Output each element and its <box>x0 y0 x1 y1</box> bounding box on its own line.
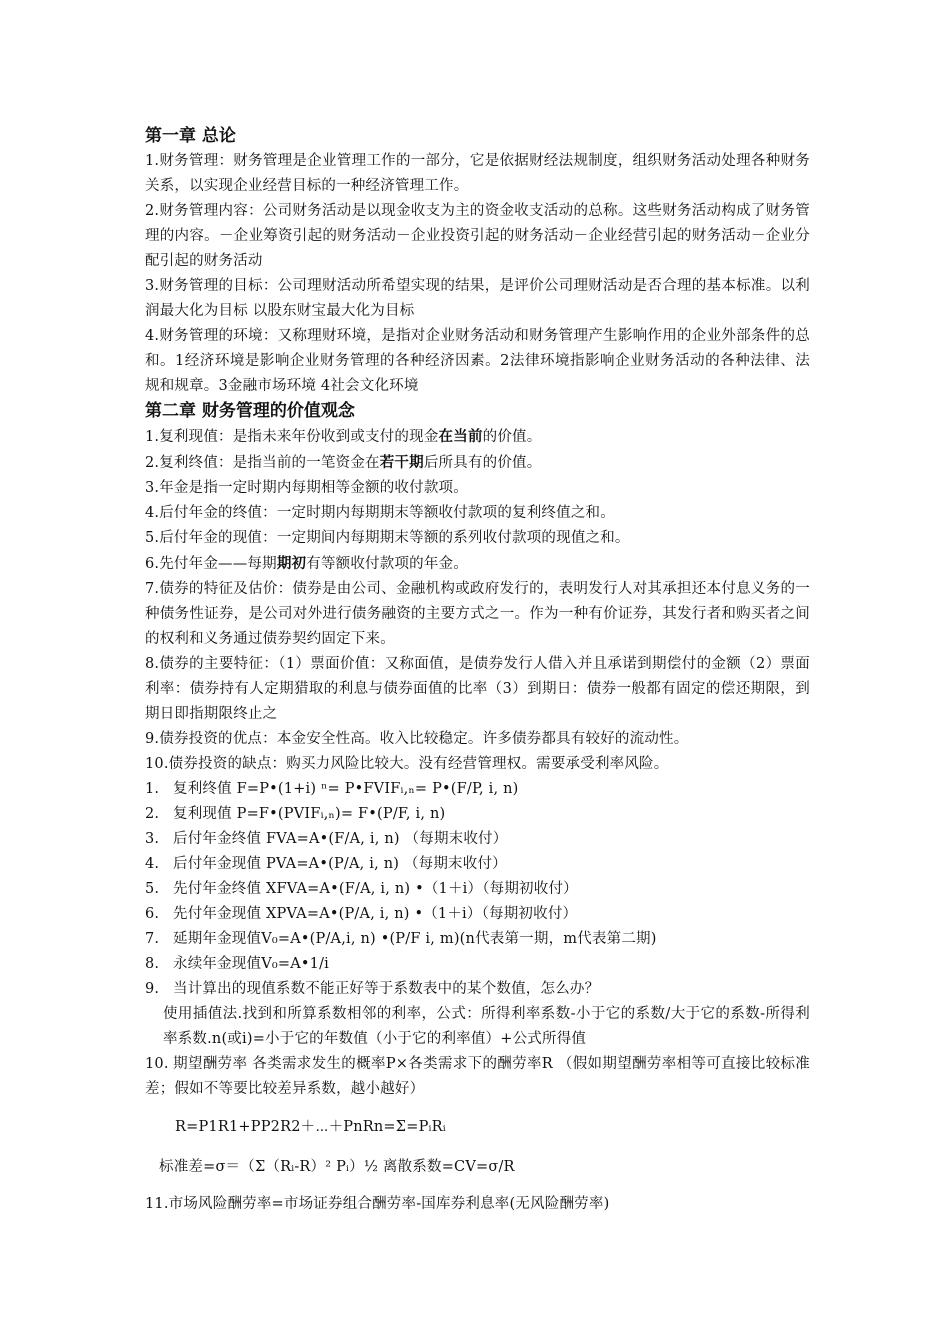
text: 有等额收付款项的年金。 <box>306 556 468 572</box>
ch2-item-8: 8.债券的主要特征：（1）票面价值：又称面值，是债券发行人借入并且承诺到期偿付的金额（2）票面利率：债券持有人定期猎取的利息与债券面值的比率（3）到期日：债券一般都有固定的偿还期限，到期日即指期限终止之 <box>145 656 810 722</box>
formula-8 <box>145 952 810 977</box>
ch1-item-4: 4.财务管理的环境：又称理财环境，是指对企业财务活动和财务管理产生影响作用的企业外部条件的总和。1经济环境是影响企业财务管理的各种经济因素。2法律环境指影响企业财务活动的各种法律、法规和规章。3金融市场环境 4社会文化环境 <box>145 328 810 394</box>
chapter2-title: 第二章 财务管理的价值观念 <box>145 401 355 421</box>
emphasis: 在当前 <box>438 428 483 445</box>
formula-number: 7. <box>145 931 160 947</box>
formula-number: 10. <box>145 1056 169 1072</box>
spacer <box>145 1142 810 1152</box>
expected-return-formula: R=P1R1+PP2R2＋⋯＋PnRn=Σ=PᵢRᵢ <box>175 1119 446 1135</box>
ch2-item-1 <box>145 424 810 450</box>
text: 6.先付年金——每期 <box>145 556 277 572</box>
ch2-item-2 <box>145 450 810 476</box>
formula-text: 永续年金现值V₀=A•1/i <box>173 956 330 972</box>
chapter1-title: 第一章 总论 <box>145 126 236 146</box>
text: 1.复利现值：是指未来年份收到或支付的现金 <box>145 429 439 445</box>
ch1-item-1: 1.财务管理：财务管理是企业管理工作的一部分，它是依据财经法规制度，组织财务活动处理各种财务关系，以实现企业经营目标的一种经济管理工作。 <box>145 153 810 194</box>
ch2-item-5: 5.后付年金的现值：一定期间内每期期末等额的系列收付款项的现值之和。 <box>145 530 630 546</box>
ch2-item-4: 4.后付年金的终值：一定时期内每期期末等额收付款项的复利终值之和。 <box>145 505 615 521</box>
ch1-item-2: 2.财务管理内容：公司财务活动是以现金收支为主的资金收支活动的总称。这些财务活动构成了财务管理的内容。－企业筹资引起的财务活动－企业投资引起的财务活动－企业经营引起的财务活动－企业分配引起的财务活动 <box>145 203 810 269</box>
ch2-item-3: 3.年金是指一定时期内每期相等金额的收付款项。 <box>145 480 468 496</box>
document-content <box>145 124 810 1217</box>
emphasis: 若干期 <box>379 454 424 471</box>
text: 2.复利终值：是指当前的一笔资金在 <box>145 455 380 471</box>
formula-text: 当计算出的现值系数不能正好等于系数表中的某个数值，怎么办？ <box>173 981 600 997</box>
formula-4 <box>145 852 810 877</box>
formula-text: 延期年金现值V₀=A•(P/A,i, n) •(P/F i, m)(n代表第一期，m代表第二期) <box>173 931 657 947</box>
formula-number: 2. <box>145 806 160 822</box>
ch1-item-3: 3.财务管理的目标：公司理财活动所希望实现的结果，是评价公司理财活动是否合理的基本标准。以利润最大化为目标 以股东财宝最大化为目标 <box>145 278 810 319</box>
formula-text: 期望酬劳率 各类需求发生的概率P×各类需求下的酬劳率R （假如期望酬劳率相等可直接比较标准差；假如不等要比较差异系数，越小越好） <box>145 1056 810 1097</box>
formula-9-detail: 使用插值法.找到和所算系数相邻的利率，公式：所得利率系数-小于它的系数/大于它的系数-所得利率系数.n(或i)=小于它的年数值（小于它的利率值）+公式所得值 <box>163 1006 810 1047</box>
ch2-item-6 <box>145 551 810 577</box>
formula-6 <box>145 902 810 927</box>
formula-number: 6. <box>145 906 160 922</box>
text: 的价值。 <box>482 429 542 445</box>
spacer <box>145 1102 810 1112</box>
std-dev-formula: 标准差=σ＝（Σ（Rᵢ-R）² Pᵢ）½ 离散系数=CV=σ/R <box>159 1159 515 1175</box>
formula-5 <box>145 877 810 902</box>
formula-10 <box>145 1052 810 1102</box>
formula-number: 5. <box>145 881 160 897</box>
formula-text: 复利终值 F=P•(1+i) ⁿ= P•FVIFᵢ,ₙ= P•(F/P, i, n) <box>173 781 519 797</box>
formula-text: 复利现值 P=F•(PVIFᵢ,ₙ)= F•(P/F, i, n) <box>173 806 446 822</box>
formula-number: 1. <box>145 781 160 797</box>
formula-3 <box>145 827 810 852</box>
text: 后所具有的价值。 <box>423 455 542 471</box>
formula-9 <box>145 977 810 1002</box>
formula-text: 后付年金现值 PVA=A•(P/A, i, n) （每期末收付） <box>173 856 507 872</box>
formula-2 <box>145 802 810 827</box>
formula-1 <box>145 777 810 802</box>
formula-text: 后付年金终值 FVA=A•(F/A, i, n) （每期末收付） <box>173 831 508 847</box>
spacer <box>145 1182 810 1192</box>
formula-number: 3. <box>145 831 160 847</box>
formula-number: 4. <box>145 856 160 872</box>
formula-11: 11.市场风险酬劳率=市场证券组合酬劳率-国库券利息率(无风险酬劳率) <box>145 1196 610 1212</box>
formula-number: 8. <box>145 956 160 972</box>
formula-text: 先付年金现值 XPVA=A•(P/A, i, n) •（1＋i）（每期初收付） <box>173 906 578 922</box>
emphasis: 期初 <box>276 555 307 572</box>
ch2-item-7: 7.债券的特征及估价：债券是由公司、金融机构或政府发行的，表明发行人对其承担还本付息义务的一种债务性证券，是公司对外进行债务融资的主要方式之一。作为一种有价证券，其发行者和购买者之间的权利和义务通过债券契约固定下来。 <box>145 581 810 647</box>
formula-number: 9. <box>145 981 160 997</box>
ch2-item-9: 9.债券投资的优点：本金安全性高。收入比较稳定。许多债券都具有较好的流动性。 <box>145 731 689 747</box>
formula-7 <box>145 927 810 952</box>
formula-text: 先付年金终值 XFVA=A•(F/A, i, n) •（1＋i）（每期初收付） <box>173 881 578 897</box>
ch2-item-10: 10.债券投资的缺点：购买力风险比较大。没有经营管理权。需要承受利率风险。 <box>145 756 669 772</box>
